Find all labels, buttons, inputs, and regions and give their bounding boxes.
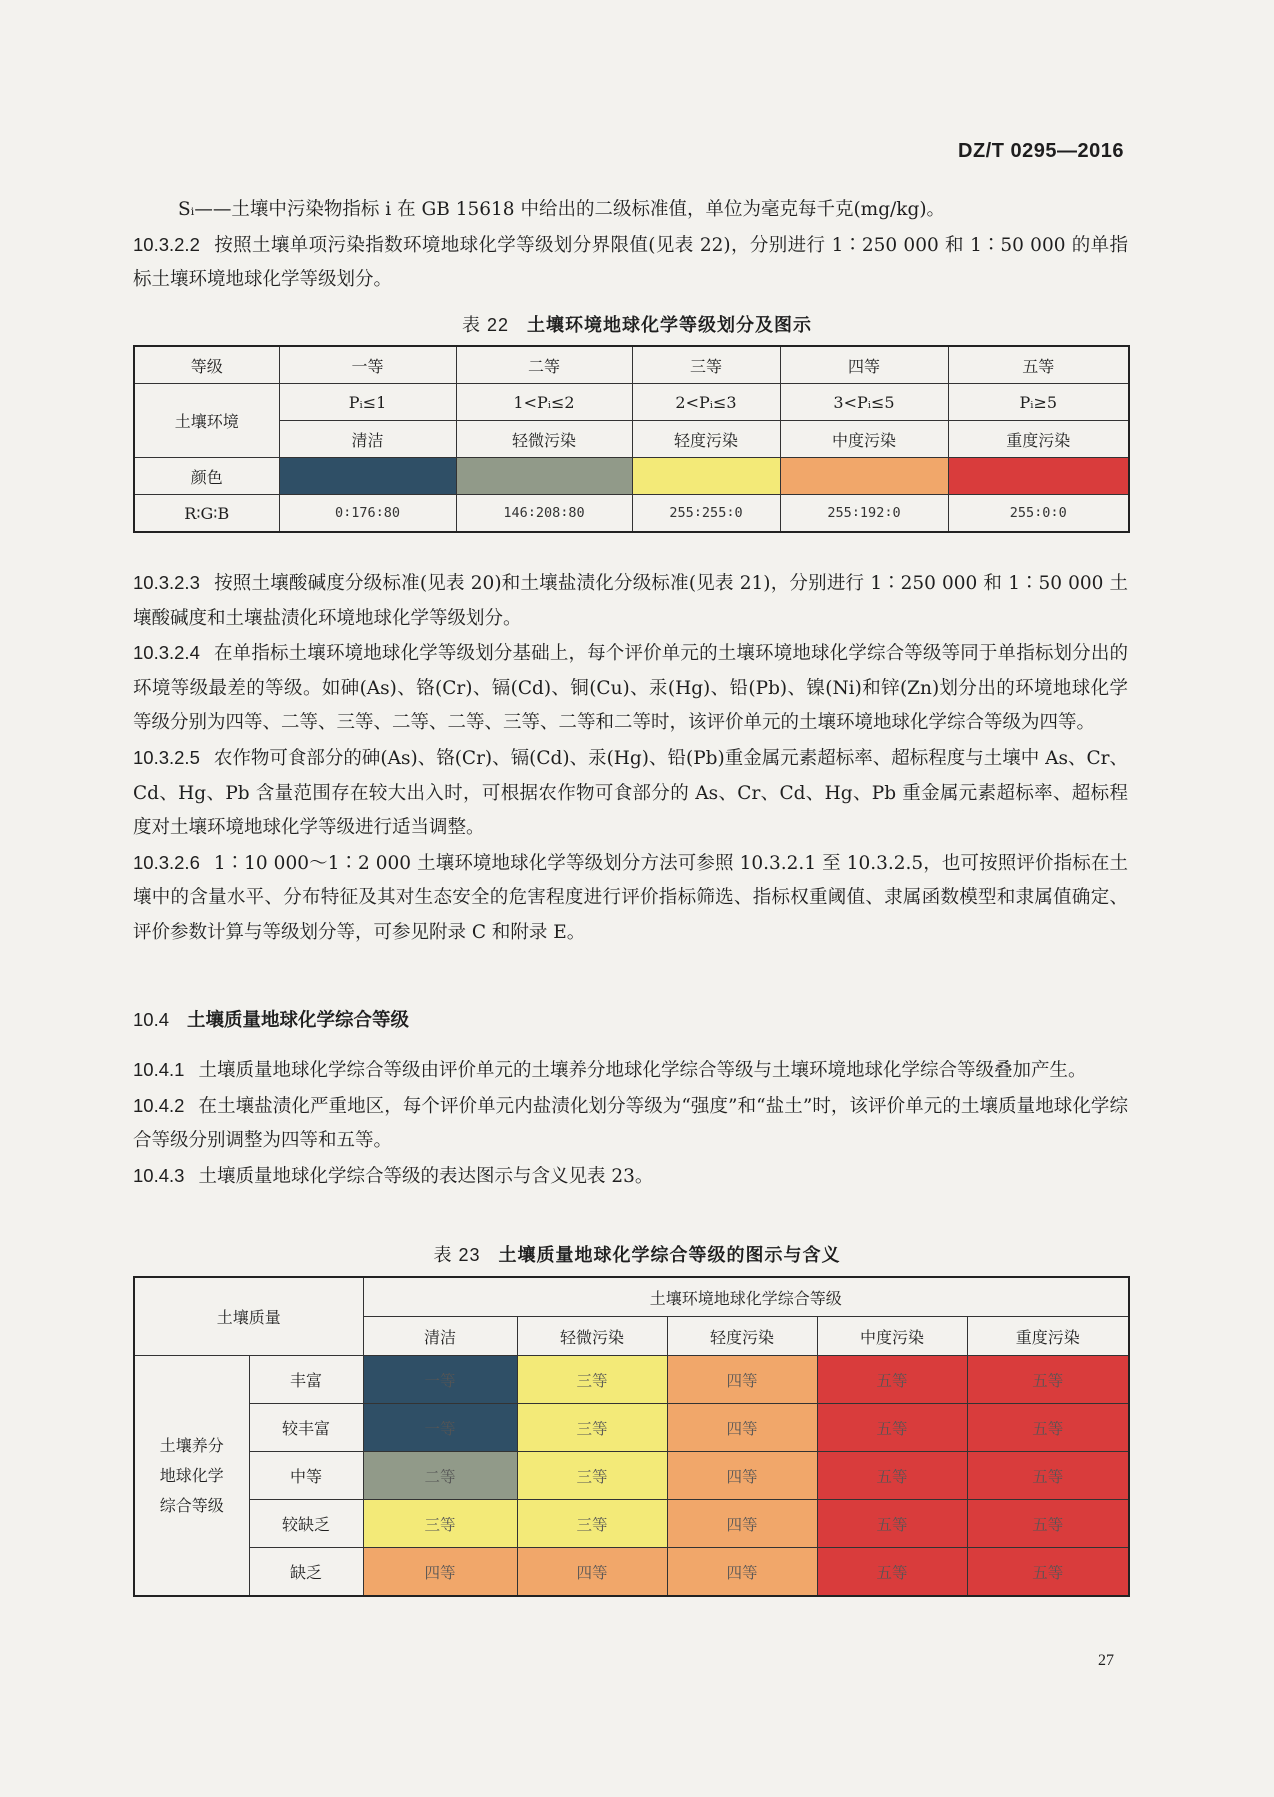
grade-cell: 二等 xyxy=(456,346,632,384)
table22-grade-row xyxy=(134,346,1129,384)
color-label: 颜色 xyxy=(134,458,279,495)
section-10-4-heading: 10.4 土壤质量地球化学综合等级 xyxy=(133,1009,410,1031)
grade-cell: 五等 xyxy=(967,1548,1129,1597)
grade-cell: 三等 xyxy=(517,1452,667,1500)
table-22 xyxy=(133,345,1130,533)
clause-10-4-3: 10.4.3 土壤质量地球化学综合等级的表达图示与含义见表 23。 xyxy=(133,1164,654,1187)
rgb-label: R∶G∶B xyxy=(134,495,279,533)
page-number: 27 xyxy=(1098,1652,1114,1669)
table-row xyxy=(134,1548,1129,1597)
range-cell: 2<Pᵢ≤3 xyxy=(632,384,780,421)
table23-caption: 表 23 土壤质量地球化学综合等级的图示与含义 xyxy=(433,1245,841,1266)
color-swatch xyxy=(279,458,456,495)
table-row xyxy=(134,1452,1129,1500)
env-composite-header: 土壤环境地球化学综合等级 xyxy=(363,1277,1129,1317)
nutrient-level-label: 中等 xyxy=(249,1452,363,1500)
grade-cell: 四等 xyxy=(667,1548,817,1597)
grade-cell: 一等 xyxy=(363,1404,517,1452)
grade-cell: 五等 xyxy=(948,346,1129,384)
grade-cell: 三等 xyxy=(632,346,780,384)
grade-label: 等级 xyxy=(134,346,279,384)
grade-cell: 五等 xyxy=(817,1452,967,1500)
grade-cell: 五等 xyxy=(967,1500,1129,1548)
clause-10-3-2-6: 10.3.2.6 1∶10 000～1∶2 000 土壤环境地球化学等级划分方法可参照 10.3.2.1 至 10.3.2.5，也可按照评价指标在土壤中的含量水平、分布特征及其对生态安全的危害程度进行评价指标筛选、指标权重阈值、隶属函数模型和隶属值确定、评价参数计算与等级划分等，可参见附录 C 和附录 E。 xyxy=(133,851,1128,943)
rgb-cell: 255∶192∶0 xyxy=(780,495,948,533)
table-23 xyxy=(133,1276,1130,1597)
grade-cell: 一等 xyxy=(363,1356,517,1404)
color-swatch xyxy=(780,458,948,495)
rgb-cell: 255∶0∶0 xyxy=(948,495,1129,533)
grade-cell: 一等 xyxy=(279,346,456,384)
nutrient-level-label: 缺乏 xyxy=(249,1548,363,1597)
grade-cell: 三等 xyxy=(517,1356,667,1404)
clause-10-4-1: 10.4.1 土壤质量地球化学综合等级由评价单元的土壤养分地球化学综合等级与土壤环境地球化学综合等级叠加产生。 xyxy=(133,1059,1087,1081)
env-level-header: 中度污染 xyxy=(817,1317,967,1356)
grade-cell: 四等 xyxy=(780,346,948,384)
clause-10-3-2-3: 10.3.2.3 按照土壤酸碱度分级标准(见表 20)和土壤盐渍化分级标准(见表 21)，分别进行 1∶250 000 和 1∶50 000 土壤酸碱度和土壤盐渍化环境地球化学等级划分。 xyxy=(133,572,1128,629)
symbol-definition-si: Sᵢ——土壤中污染物指标 i 在 GB 15618 中给出的二级标准值，单位为毫克每千克(mg/kg)。 xyxy=(178,199,946,220)
table-row xyxy=(134,1500,1129,1548)
env-label: 土壤环境 xyxy=(134,384,279,458)
table22-rgb-row xyxy=(134,495,1129,533)
grade-cell: 四等 xyxy=(667,1500,817,1548)
clause-10-3-2-4: 10.3.2.4 在单指标土壤环境地球化学等级划分基础上，每个评价单元的土壤环境地球化学综合等级等同于单指标划分出的环境等级最差的等级。如砷(As)、铬(Cr)、镉(Cd)、铜(Cu)、汞(Hg)、铅(Pb)、镍(Ni)和锌(Zn)划分出的环境地球化学等级分别为四等、二等、三等、二等、二等、三等、二等和二等时，该评价单元的土壤环境地球化学综合等级为四等。 xyxy=(133,642,1128,734)
clause-10-3-2-5: 10.3.2.5 农作物可食部分的砷(As)、铬(Cr)、镉(Cd)、汞(Hg)、铅(Pb)重金属元素超标率、超标程度与土壤中 As、Cr、Cd、Hg、Pb 含量范围存在较大出入时，可根据农作物可食部分的 As、Cr、Cd、Hg、Pb 重金属元素超标率、超标程度对土壤环境地球化学等级进行适当调整。 xyxy=(133,746,1128,839)
level-cell: 清洁 xyxy=(279,421,456,458)
nutrient-level-label: 较丰富 xyxy=(249,1404,363,1452)
grade-cell: 三等 xyxy=(517,1404,667,1452)
grade-cell: 五等 xyxy=(817,1500,967,1548)
grade-cell: 五等 xyxy=(817,1404,967,1452)
grade-cell: 五等 xyxy=(967,1404,1129,1452)
level-cell: 轻微污染 xyxy=(456,421,632,458)
range-cell: Pᵢ≥5 xyxy=(948,384,1129,421)
grade-cell: 三等 xyxy=(517,1500,667,1548)
level-cell: 重度污染 xyxy=(948,421,1129,458)
table22-color-row xyxy=(134,458,1129,495)
grade-cell: 二等 xyxy=(363,1452,517,1500)
grade-cell: 五等 xyxy=(967,1452,1129,1500)
table22-level-row xyxy=(134,421,1129,458)
color-swatch xyxy=(632,458,780,495)
grade-cell: 四等 xyxy=(667,1356,817,1404)
range-cell: 1<Pᵢ≤2 xyxy=(456,384,632,421)
table22-range-row xyxy=(134,384,1129,421)
grade-cell: 四等 xyxy=(363,1548,517,1597)
nutrient-level-label: 较缺乏 xyxy=(249,1500,363,1548)
range-cell: Pᵢ≤1 xyxy=(279,384,456,421)
grade-cell: 三等 xyxy=(363,1500,517,1548)
level-cell: 轻度污染 xyxy=(632,421,780,458)
table22-caption: 表 22 土壤环境地球化学等级划分及图示 xyxy=(461,315,813,336)
env-level-header: 轻微污染 xyxy=(517,1317,667,1356)
grade-cell: 五等 xyxy=(817,1356,967,1404)
standard-number: DZ/T 0295—2016 xyxy=(958,140,1124,162)
grade-cell: 四等 xyxy=(667,1404,817,1452)
clause-10-3-2-2: 10.3.2.2 按照土壤单项污染指数环境地球化学等级划分界限值(见表 22)，分别进行 1∶250 000 和 1∶50 000 的单指标土壤环境地球化学等级划分。 xyxy=(133,233,1128,291)
env-level-header: 清洁 xyxy=(363,1317,517,1356)
rgb-cell: 0∶176∶80 xyxy=(279,495,456,533)
table-row xyxy=(134,1356,1129,1404)
grade-cell: 四等 xyxy=(517,1548,667,1597)
nutrient-composite-label: 土壤养分 地球化学 综合等级 xyxy=(134,1356,249,1597)
range-cell: 3<Pᵢ≤5 xyxy=(780,384,948,421)
level-cell: 中度污染 xyxy=(780,421,948,458)
grade-cell: 四等 xyxy=(667,1452,817,1500)
text-block-top xyxy=(133,193,1128,298)
text-block-middle xyxy=(133,566,1128,951)
rgb-cell: 255∶255∶0 xyxy=(632,495,780,533)
color-swatch xyxy=(948,458,1129,495)
grade-cell: 五等 xyxy=(817,1548,967,1597)
corner-label: 土壤质量 xyxy=(134,1277,363,1356)
nutrient-level-label: 丰富 xyxy=(249,1356,363,1404)
env-level-header: 轻度污染 xyxy=(667,1317,817,1356)
rgb-cell: 146∶208∶80 xyxy=(456,495,632,533)
grade-cell: 五等 xyxy=(967,1356,1129,1404)
text-block-10-4 xyxy=(133,1053,1128,1194)
clause-10-4-2: 10.4.2 在土壤盐渍化严重地区，每个评价单元内盐渍化划分等级为“强度”和“盐土”时，该评价单元的土壤质量地球化学综合等级分别调整为四等和五等。 xyxy=(133,1094,1128,1152)
env-level-header: 重度污染 xyxy=(967,1317,1129,1356)
table-row xyxy=(134,1404,1129,1452)
color-swatch xyxy=(456,458,632,495)
